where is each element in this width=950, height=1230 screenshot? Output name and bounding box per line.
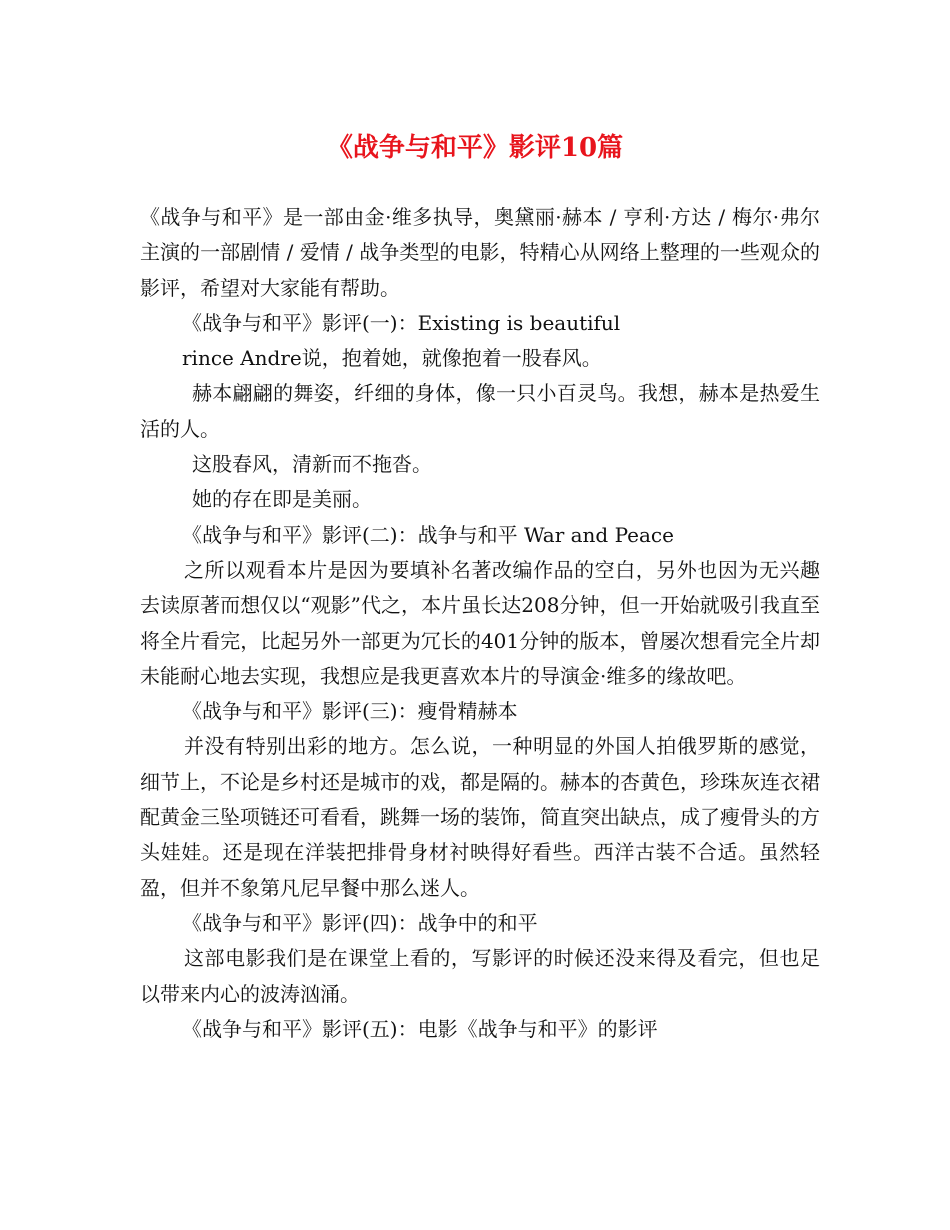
review-heading-5: 《战争与和平》影评(五)：电影《战争与和平》的影评	[182, 1016, 658, 1041]
review-paragraph: 并没有特别出彩的地方。怎么说，一种明显的外国人拍俄罗斯的感觉，细节上，不论是乡村还是城市的戏，都是隔的。赫本的杏黄色，珍珠灰连衣裙配黄金三坠项链还可看看，跳舞一场的装饰，简直突出缺点，成了瘦骨头的方头娃娃。还是现在洋装把排骨身材衬映得好看些。西洋古装不合适。虽然轻盈，但并不象第凡尼早餐中那么迷人。	[140, 734, 820, 900]
review-heading-4: 《战争与和平》影评(四)：战争中的和平	[182, 910, 538, 935]
review-paragraph: 之所以观看本片是因为要填补名著改编作品的空白，另外也因为无兴趣去读原著而想仅以“观影”代之，本片虽长达208分钟，但一开始就吸引我直至将全片看完，比起另外一部更为冗长的401分钟的版本，曾屡次想看完全片却未能耐心地去实现，我想应是我更喜欢本片的导演金·维多的缘故吧。	[140, 557, 820, 688]
review-paragraph: 这股春风，清新而不拖沓。	[192, 452, 432, 477]
review-heading-2: 《战争与和平》影评(二)：战争与和平 War and Peace	[182, 522, 674, 547]
review-paragraph: rince Andre说，抱着她，就像抱着一股春风。	[182, 346, 602, 371]
document-title: 《战争与和平》影评10篇	[326, 133, 624, 163]
review-paragraph: 这部电影我们是在课堂上看的，写影评的时候还没来得及看完，但也足以带来内心的波涛汹涌。	[140, 946, 820, 1006]
review-paragraph: 她的存在即是美丽。	[192, 487, 372, 512]
intro-paragraph: 《战争与和平》是一部由金·维多执导，奥黛丽·赫本 / 亨利·方达 / 梅尔·弗尔主演的一部剧情 / 爱情 / 战争类型的电影，特精心从网络上整理的一些观众的影评，希望对大家能有帮助。	[140, 205, 820, 300]
document-body	[140, 200, 820, 1047]
review-paragraph: 赫本翩翩的舞姿，纤细的身体，像一只小百灵鸟。我想，赫本是热爱生活的人。	[140, 381, 820, 441]
review-heading-3: 《战争与和平》影评(三)：瘦骨精赫本	[182, 699, 518, 724]
review-heading-1: 《战争与和平》影评(一)：Existing is beautiful	[182, 310, 621, 335]
